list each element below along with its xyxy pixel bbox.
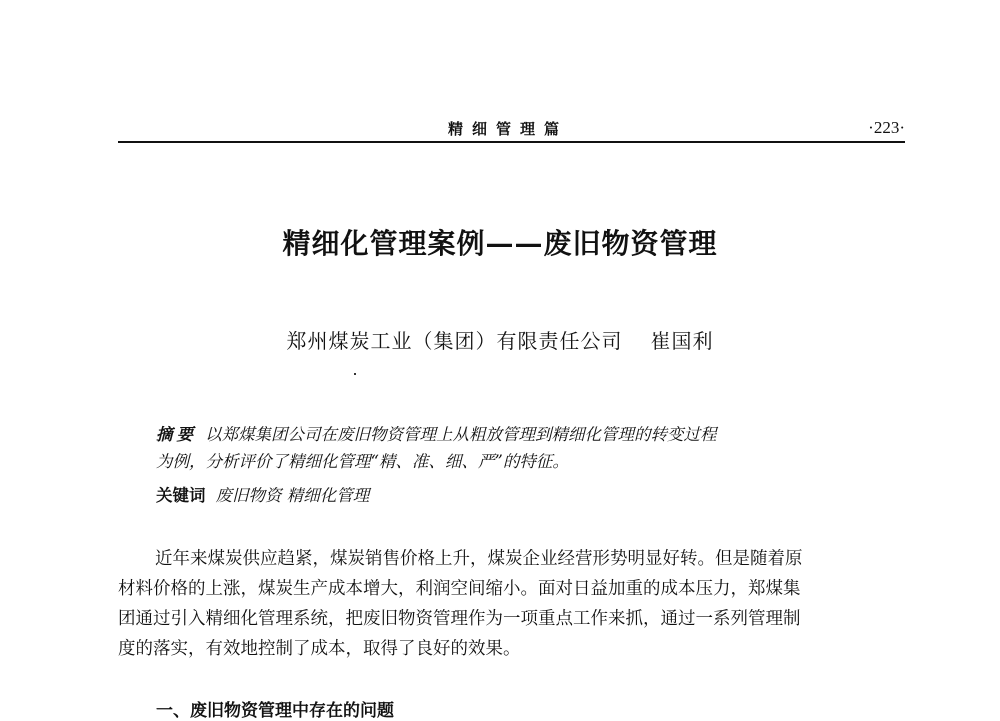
abstract-line: [156, 421, 876, 448]
abstract-text-line-2: 为例，分析评价了精细化管理“精、准、细、严”的特征。: [156, 452, 569, 471]
abstract-text-line-1: 以郑煤集团公司在废旧物资管理上从粗放管理到精细化管理的转变过程: [205, 425, 717, 444]
print-speck: [354, 373, 356, 375]
body-line-2: 材料价格的上涨，煤炭生产成本增大，利润空间缩小。面对日益加重的成本压力，郑煤集: [118, 579, 801, 599]
running-header-section-name: 精细管理篇: [448, 120, 569, 138]
keywords-label: 关键词: [156, 486, 206, 505]
running-header: [118, 112, 905, 142]
page-number: ·223·: [868, 118, 905, 137]
paper-title: 精细化管理案例——废旧物资管理: [282, 227, 718, 260]
body-line-3: 团通过引入精细化管理系统，把废旧物资管理作为一项重点工作来抓，通过一系列管理制: [118, 609, 801, 629]
abstract: [156, 421, 876, 475]
author-affiliation: 郑州煤炭工业（集团）有限责任公司: [286, 329, 623, 353]
header-rule: [118, 141, 905, 143]
body-paragraph: [118, 544, 908, 664]
body-line-1: 近年来煤炭供应趋紧，煤炭销售价格上升，煤炭企业经营形势明显好转。但是随着原: [155, 549, 803, 569]
section-heading: 一、废旧物资管理中存在的问题: [156, 701, 394, 721]
keywords: [156, 482, 369, 509]
body-line-4: 度的落实，有效地控制了成本，取得了良好的效果。: [118, 639, 521, 659]
abstract-label: 摘要: [156, 425, 197, 444]
keywords-terms: 废旧物资 精细化管理: [215, 486, 370, 505]
byline: [0, 325, 1000, 354]
author-name: 崔国利: [650, 329, 714, 353]
